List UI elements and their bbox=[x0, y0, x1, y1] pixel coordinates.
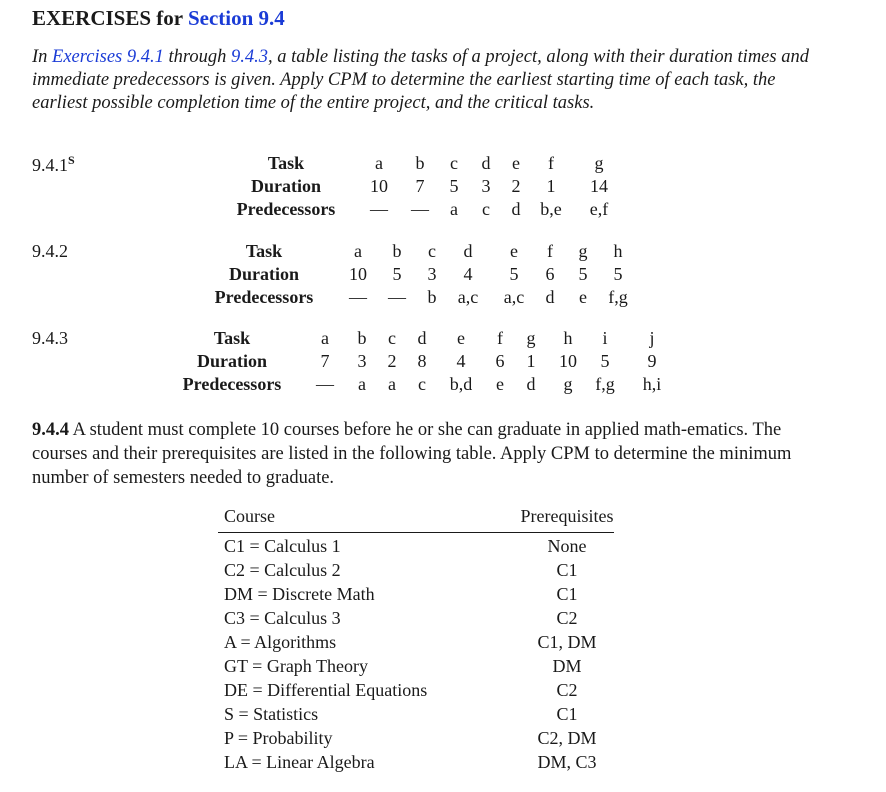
predecessors-row-cell: c bbox=[482, 199, 490, 219]
predecessors-row-cell: — bbox=[316, 374, 334, 394]
course-cell: C3 = Calculus 3 bbox=[224, 608, 341, 628]
duration-row-cell: 8 bbox=[417, 351, 427, 371]
course-table-row bbox=[218, 752, 618, 776]
task-row-cell: a bbox=[375, 153, 383, 173]
exercise-ref-link-2[interactable]: 9.4.3 bbox=[231, 47, 269, 67]
predecessors-row-cell: — bbox=[349, 287, 367, 307]
prereq-cell: C1 bbox=[556, 560, 578, 580]
duration-row-cell: 7 bbox=[320, 351, 330, 371]
predecessors-row-cell: c bbox=[418, 374, 426, 394]
exercise-label-943 bbox=[32, 328, 68, 349]
exercise-number: 9.4.1 bbox=[32, 155, 68, 175]
course-cell: DM = Discrete Math bbox=[224, 584, 375, 604]
duration-row-cell: 4 bbox=[463, 264, 473, 284]
exercise-ref-link-1[interactable]: Exercises 9.4.1 bbox=[52, 47, 164, 67]
exercise-944-text: A student must complete 10 courses before he or she can graduate in applied math-ematics. The courses and their prerequisites are listed in the following table. Apply CPM to determine the minimum number of semesters needed to graduate. bbox=[32, 420, 792, 488]
task-row-cell: d bbox=[417, 328, 427, 348]
course-table-row bbox=[218, 536, 618, 560]
course-cell: P = Probability bbox=[224, 728, 333, 748]
prereq-cell: C2, DM bbox=[537, 728, 597, 748]
task-row-cell: c bbox=[428, 241, 436, 261]
section-link[interactable]: Section 9.4 bbox=[187, 6, 285, 30]
duration-row-cell: 10 bbox=[349, 264, 367, 284]
solution-mark: S bbox=[68, 153, 75, 167]
intro-text-3: , a table listing the tasks of a project, along with their duration times and immediate predecessors is given. Apply CPM to determine the earliest starting time of each task, the earliest possible completion time of the entire project, and the critical tasks. bbox=[32, 47, 809, 113]
duration-row-cell: 1 bbox=[526, 351, 536, 371]
task-row-cell: a bbox=[321, 328, 329, 348]
task-row-cell: g bbox=[526, 328, 536, 348]
task-row-cell: g bbox=[578, 241, 588, 261]
course-table-row bbox=[218, 632, 618, 656]
duration-row-cell: 6 bbox=[495, 351, 505, 371]
predecessors-row-cell: a,c bbox=[457, 287, 479, 307]
predecessors-row-cell: — bbox=[411, 199, 429, 219]
course-table-row bbox=[218, 656, 618, 680]
heading-prefix: EXERCISES for bbox=[32, 6, 183, 30]
course-cell: A = Algorithms bbox=[224, 632, 337, 652]
task-row-cell: d bbox=[463, 241, 473, 261]
course-cell: S = Statistics bbox=[224, 704, 319, 724]
intro-paragraph bbox=[32, 46, 812, 115]
predecessors-row-cell: g bbox=[563, 374, 573, 394]
exercise-label-941 bbox=[32, 153, 75, 176]
prereq-cell: None bbox=[547, 536, 587, 556]
course-table-row bbox=[218, 680, 618, 704]
exercises-heading bbox=[32, 6, 285, 31]
duration-row-cell: 6 bbox=[545, 264, 555, 284]
predecessors-row-cell: b,e bbox=[540, 199, 562, 219]
task-row-cell: d bbox=[481, 153, 491, 173]
prereq-cell: C1, DM bbox=[537, 632, 597, 652]
prereq-cell: C1 bbox=[556, 584, 578, 604]
task-row-cell: b bbox=[415, 153, 425, 173]
duration-row-cell: 5 bbox=[392, 264, 402, 284]
predecessors-row-cell: — bbox=[388, 287, 406, 307]
task-row-cell: c bbox=[388, 328, 396, 348]
intro-text-2: through bbox=[168, 47, 227, 67]
predecessors-row-cell: h,i bbox=[642, 374, 662, 394]
task-row-cell: h bbox=[613, 241, 623, 261]
predecessors-row-cell: a bbox=[358, 374, 366, 394]
predecessors-row-label: Predecessors bbox=[214, 287, 314, 307]
duration-row-cell: 14 bbox=[590, 176, 608, 196]
task-row-cell: e bbox=[512, 153, 520, 173]
duration-row-cell: 5 bbox=[449, 176, 459, 196]
exercise-number: 9.4.4 bbox=[32, 420, 69, 440]
task-row-label: Task bbox=[245, 241, 283, 261]
duration-row-cell: 2 bbox=[387, 351, 397, 371]
duration-row-cell: 10 bbox=[559, 351, 577, 371]
task-row-label: Task bbox=[213, 328, 251, 348]
prereq-cell: C1 bbox=[556, 704, 578, 724]
duration-row-cell: 9 bbox=[647, 351, 657, 371]
course-cell: C2 = Calculus 2 bbox=[224, 560, 341, 580]
predecessors-row-cell: b bbox=[427, 287, 437, 307]
task-row-cell: e bbox=[457, 328, 465, 348]
header-rule bbox=[218, 532, 614, 533]
predecessors-row-cell: e bbox=[496, 374, 504, 394]
duration-row-cell: 4 bbox=[456, 351, 466, 371]
predecessors-row-label: Predecessors bbox=[182, 374, 282, 394]
exercise-label-942 bbox=[32, 241, 68, 262]
duration-row-label: Duration bbox=[228, 264, 300, 284]
course-table-header bbox=[218, 506, 618, 530]
exercise-944-paragraph bbox=[32, 418, 812, 490]
course-table-row bbox=[218, 728, 618, 752]
task-row-label: Task bbox=[267, 153, 305, 173]
duration-row-cell: 3 bbox=[481, 176, 491, 196]
duration-row-cell: 10 bbox=[370, 176, 388, 196]
prereq-header: Prerequisites bbox=[520, 506, 614, 526]
duration-row-cell: 2 bbox=[511, 176, 521, 196]
task-row-cell: b bbox=[357, 328, 367, 348]
task-row-cell: e bbox=[510, 241, 518, 261]
course-cell: C1 = Calculus 1 bbox=[224, 536, 341, 556]
duration-row-cell: 5 bbox=[600, 351, 610, 371]
exercise-number: 9.4.2 bbox=[32, 241, 68, 261]
predecessors-row-cell: e bbox=[579, 287, 587, 307]
intro-text-1: In bbox=[32, 47, 48, 67]
course-table-row bbox=[218, 560, 618, 584]
task-row-cell: f bbox=[497, 328, 503, 348]
duration-row-cell: 3 bbox=[427, 264, 437, 284]
course-table-row bbox=[218, 584, 618, 608]
task-row-cell: b bbox=[392, 241, 402, 261]
task-row-cell: g bbox=[594, 153, 604, 173]
prereq-cell: DM, C3 bbox=[537, 752, 597, 772]
duration-row-label: Duration bbox=[250, 176, 322, 196]
predecessors-row-cell: a bbox=[388, 374, 396, 394]
predecessors-row-cell: f,g bbox=[595, 374, 615, 394]
task-row-cell: h bbox=[563, 328, 573, 348]
predecessors-row-cell: d bbox=[511, 199, 521, 219]
duration-row-cell: 5 bbox=[509, 264, 519, 284]
task-row-cell: c bbox=[450, 153, 458, 173]
duration-row-label: Duration bbox=[196, 351, 268, 371]
prereq-cell: DM bbox=[552, 656, 582, 676]
prereq-cell: C2 bbox=[556, 608, 578, 628]
task-row-cell: i bbox=[602, 328, 608, 348]
predecessors-row-cell: a,c bbox=[503, 287, 525, 307]
task-row-cell: f bbox=[548, 153, 554, 173]
duration-row-cell: 3 bbox=[357, 351, 367, 371]
course-cell: DE = Differential Equations bbox=[224, 680, 428, 700]
predecessors-row-cell: e,f bbox=[589, 199, 609, 219]
exercise-number: 9.4.3 bbox=[32, 328, 68, 348]
task-row-cell: f bbox=[547, 241, 553, 261]
predecessors-row-cell: — bbox=[370, 199, 388, 219]
course-table bbox=[218, 506, 618, 770]
predecessors-row-cell: d bbox=[526, 374, 536, 394]
duration-row-cell: 1 bbox=[546, 176, 556, 196]
course-table-row bbox=[218, 608, 618, 632]
predecessors-row-cell: d bbox=[545, 287, 555, 307]
predecessors-row-cell: b,d bbox=[449, 374, 473, 394]
prereq-cell: C2 bbox=[556, 680, 578, 700]
course-rows bbox=[218, 536, 618, 776]
duration-row-cell: 5 bbox=[578, 264, 588, 284]
task-row-cell: j bbox=[649, 328, 655, 348]
course-header: Course bbox=[224, 506, 275, 526]
duration-row-cell: 5 bbox=[613, 264, 623, 284]
predecessors-row-label: Predecessors bbox=[236, 199, 336, 219]
course-cell: LA = Linear Algebra bbox=[224, 752, 375, 772]
predecessors-row-cell: f,g bbox=[608, 287, 628, 307]
predecessors-row-cell: a bbox=[450, 199, 458, 219]
task-row-cell: a bbox=[354, 241, 362, 261]
duration-row-cell: 7 bbox=[415, 176, 425, 196]
course-table-row bbox=[218, 704, 618, 728]
course-cell: GT = Graph Theory bbox=[224, 656, 368, 676]
